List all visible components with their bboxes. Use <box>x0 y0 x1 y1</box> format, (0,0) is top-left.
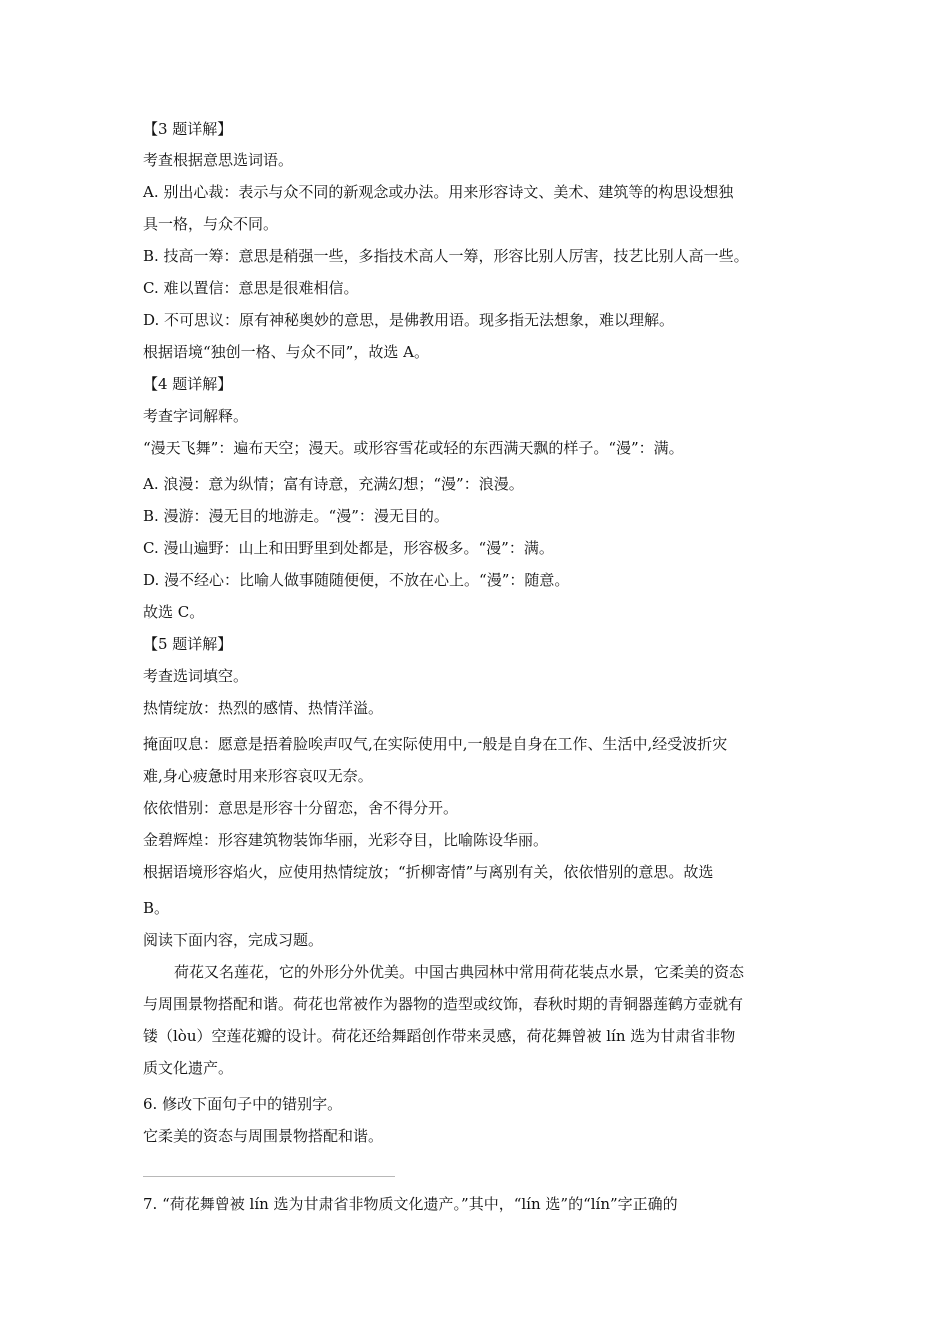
q5-conclusion-cont: B。 <box>143 899 170 917</box>
q3-option-a-cont: 具一格，与众不同。 <box>143 215 279 233</box>
q5-intro: 考查选词填空。 <box>143 667 249 685</box>
q4-definition: “漫天飞舞”：遍布天空；漫天。或形容雪花或轻的东西满天飘的样子。“漫”：满。 <box>143 439 684 457</box>
q7-question: 7. “荷花舞曾被 lín 选为甘肃省非物质文化遗产。”其中，“lín 选”的“lín”字正确的 <box>143 1195 678 1213</box>
q5-word-1: 热情绽放：热烈的感情、热情洋溢。 <box>143 699 384 717</box>
q6-sentence: 它柔美的资态与周围景物搭配和谐。 <box>143 1127 384 1145</box>
q3-conclusion: 根据语境“独创一格、与众不同”，故选 A。 <box>143 343 429 361</box>
q4-option-a: A. 浪漫：意为纵情；富有诗意，充满幻想；“漫”：浪漫。 <box>143 475 524 493</box>
q5-heading: 【5 题详解】 <box>143 635 233 653</box>
reading-passage-line-2: 与周围景物搭配和谐。荷花也常被作为器物的造型或纹饰，春秋时期的青铜器莲鹤方壶就有 <box>143 995 744 1013</box>
q3-intro: 考查根据意思选词语。 <box>143 151 294 169</box>
q3-option-d: D. 不可思议：原有神秘奥妙的意思，是佛教用语。现多指无法想象，难以理解。 <box>143 311 675 329</box>
q3-option-c: C. 难以置信：意思是很难相信。 <box>143 279 359 297</box>
q4-heading: 【4 题详解】 <box>143 375 233 393</box>
reading-passage-line-1: 荷花又名莲花，它的外形分外优美。中国古典园林中常用荷花装点水景，它柔美的资态 <box>174 963 745 981</box>
q5-word-2-cont: 难,身心疲惫时用来形容哀叹无奈。 <box>143 767 373 785</box>
reading-instruction: 阅读下面内容，完成习题。 <box>143 931 324 949</box>
reading-passage-line-4: 质文化遗产。 <box>143 1059 234 1077</box>
q4-intro: 考查字词解释。 <box>143 407 249 425</box>
q5-conclusion: 根据语境形容焰火，应使用热情绽放；“折柳寄情”与离别有关，依依惜别的意思。故选 <box>143 863 714 881</box>
q3-option-a: A. 别出心裁：表示与众不同的新观念或办法。用来形容诗文、美术、建筑等的构思设想独 <box>143 183 734 201</box>
q6-question: 6. 修改下面句子中的错别字。 <box>143 1095 343 1113</box>
q4-conclusion: 故选 C。 <box>143 603 205 621</box>
q5-word-4: 金碧辉煌：形容建筑物装饰华丽，光彩夺目，比喻陈设华丽。 <box>143 831 549 849</box>
q4-option-b: B. 漫游：漫无目的地游走。“漫”：漫无目的。 <box>143 507 449 525</box>
q5-word-3: 依依惜别：意思是形容十分留恋，舍不得分开。 <box>143 799 459 817</box>
q3-option-b: B. 技高一筹：意思是稍强一些，多指技术高人一筹，形容比别人厉害，技艺比别人高一些。 <box>143 247 749 265</box>
q5-word-2: 掩面叹息：愿意是捂着脸唉声叹气,在实际使用中,一般是自身在工作、生活中,经受波折灾 <box>143 735 728 753</box>
reading-passage-line-3: 镂（lòu）空莲花瓣的设计。荷花还给舞蹈创作带来灵感，荷花舞曾被 lín 选为甘肃省非物 <box>143 1027 736 1045</box>
separator-rule <box>143 1176 395 1177</box>
q4-option-d: D. 漫不经心：比喻人做事随随便便，不放在心上。“漫”：随意。 <box>143 571 570 589</box>
q4-option-c: C. 漫山遍野：山上和田野里到处都是，形容极多。“漫”：满。 <box>143 539 554 557</box>
q3-heading: 【3 题详解】 <box>143 120 233 138</box>
